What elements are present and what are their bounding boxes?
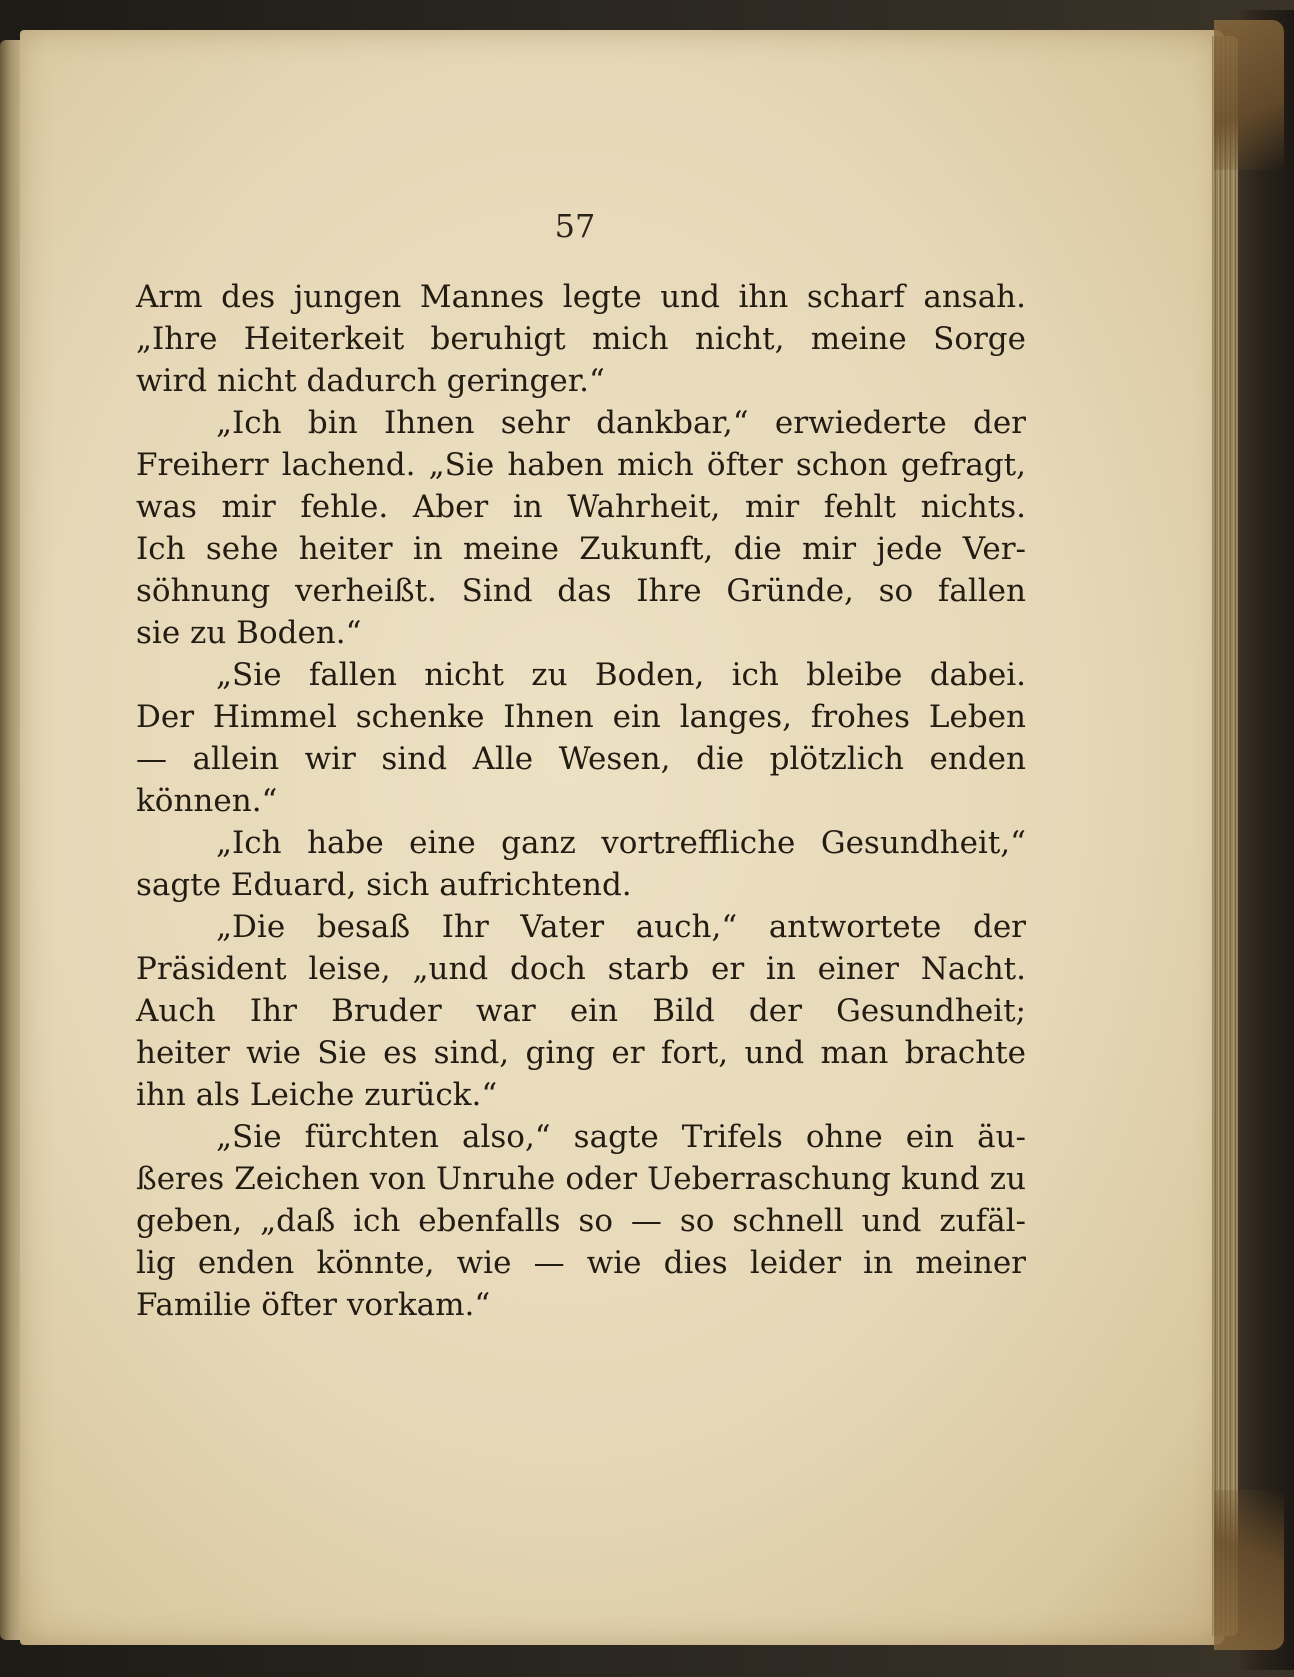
- text-line: — allein wir sind Alle Wesen, die plötzlich enden: [136, 741, 1026, 777]
- text-line: „Sie fürchten also,“ sagte Trifels ohne ein äu-: [216, 1119, 1026, 1155]
- text-line: „Ich habe eine ganz vortreffliche Gesundheit,“: [216, 825, 1026, 861]
- cover-corner-bottom: [1214, 1490, 1284, 1650]
- text-line: wird nicht dadurch geringer.“: [136, 363, 605, 399]
- text-line: „Die besaß Ihr Vater auch,“ antwortete der: [216, 909, 1026, 945]
- text-line: Arm des jungen Mannes legte und ihn scharf ansah.: [136, 279, 1026, 315]
- text-line: lig enden könnte, wie — wie dies leider in meiner: [136, 1245, 1026, 1281]
- text-line: „Ich bin Ihnen sehr dankbar,“ erwiederte der: [216, 405, 1026, 441]
- text-line: Freiherr lachend. „Sie haben mich öfter schon gefragt,: [136, 447, 1026, 483]
- text-line: was mir fehle. Aber in Wahrheit, mir fehlt nichts.: [136, 489, 1026, 525]
- text-line: geben, „daß ich ebenfalls so — so schnell und zufäl-: [136, 1203, 1026, 1239]
- text-line: ihn als Leiche zurück.“: [136, 1077, 498, 1113]
- text-line: sie zu Boden.“: [136, 615, 362, 651]
- page-stack-edges: [1212, 36, 1238, 1636]
- cover-corner-top: [1214, 20, 1284, 170]
- page-number: 57: [554, 207, 596, 245]
- text-line: Ich sehe heiter in meine Zukunft, die mir jede Ver-: [136, 531, 1026, 567]
- text-line: söhnung verheißt. Sind das Ihre Gründe, so fallen: [136, 573, 1026, 609]
- book-cover-edge: [1238, 10, 1294, 1670]
- text-line: sagte Eduard, sich aufrichtend.: [136, 867, 632, 903]
- text-line: „Ihre Heiterkeit beruhigt mich nicht, meine Sorge: [136, 321, 1026, 357]
- text-line: Auch Ihr Bruder war ein Bild der Gesundheit;: [136, 993, 1026, 1029]
- text-line: Familie öfter vorkam.“: [136, 1287, 491, 1323]
- text-line: ßeres Zeichen von Unruhe oder Ueberraschung kund zu: [136, 1161, 1026, 1197]
- text-line: Präsident leise, „und doch starb er in einer Nacht.: [136, 951, 1026, 987]
- text-line: heiter wie Sie es sind, ging er fort, und man brachte: [136, 1035, 1026, 1071]
- text-line: „Sie fallen nicht zu Boden, ich bleibe dabei.: [216, 657, 1026, 693]
- text-line: können.“: [136, 783, 278, 819]
- text-line: Der Himmel schenke Ihnen ein langes, frohes Leben: [136, 699, 1026, 735]
